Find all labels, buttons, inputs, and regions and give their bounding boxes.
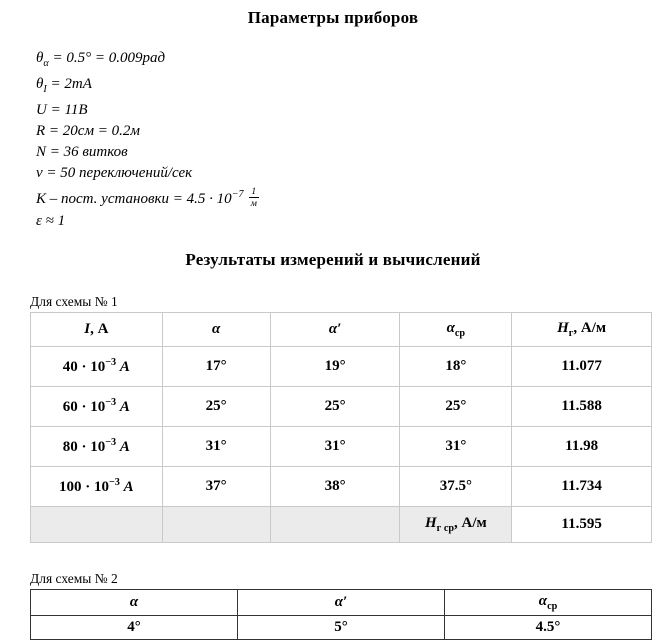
param-value: = 0.5° = 0.009рад xyxy=(48,50,166,66)
current-exponent: −3 xyxy=(105,357,117,369)
h-avg-var: H xyxy=(424,515,437,532)
table1-caption: Для схемы № 1 xyxy=(30,294,118,310)
col-label-var: α xyxy=(129,594,139,611)
current-mantissa: 40 · 10 xyxy=(62,359,106,376)
param-k-constant xyxy=(36,184,666,211)
param-theta-i xyxy=(36,74,666,100)
table1-row-1 xyxy=(31,347,652,387)
table1-col-alpha-avg xyxy=(400,313,512,347)
param-radius: R = 20см = 0.2м xyxy=(36,123,140,139)
table1-col-current xyxy=(31,313,163,347)
current-unit: A xyxy=(119,399,130,416)
table1-body xyxy=(31,347,652,543)
cell-current xyxy=(31,387,163,427)
col-label-var: α xyxy=(212,321,221,338)
col-label-var: α xyxy=(538,593,548,610)
cell-alpha-prime: 38° xyxy=(270,467,400,507)
table2-row-1 xyxy=(31,616,652,640)
parameters-list xyxy=(36,48,666,232)
current-exponent: −3 xyxy=(105,397,117,409)
col-label-var: α′ xyxy=(328,321,342,338)
cell-alpha-prime: 5° xyxy=(238,616,445,640)
current-mantissa: 60 · 10 xyxy=(62,399,106,416)
h-avg-subscript: г ср xyxy=(436,523,455,535)
cell-alpha-prime: 25° xyxy=(270,387,400,427)
col-label-var: α′ xyxy=(334,594,348,611)
table2-header xyxy=(31,590,652,616)
cell-alpha: 31° xyxy=(162,427,270,467)
scheme-2-section xyxy=(0,571,666,640)
table1-header-row xyxy=(31,313,652,347)
empty-cell xyxy=(270,507,400,543)
table2-col-alpha-prime xyxy=(238,590,445,616)
table-scheme-2 xyxy=(30,589,652,640)
table1-header xyxy=(31,313,652,347)
cell-h-value: 11.588 xyxy=(512,387,652,427)
table1-row-4 xyxy=(31,467,652,507)
empty-cell xyxy=(31,507,163,543)
cell-current xyxy=(31,427,163,467)
current-mantissa: 80 · 10 xyxy=(62,439,106,456)
col-label-unit: , А xyxy=(90,321,109,338)
table2-body xyxy=(31,616,652,640)
col-label-var: H xyxy=(557,320,569,337)
current-unit: A xyxy=(119,359,130,376)
current-exponent: −3 xyxy=(108,477,120,489)
table1-col-alpha xyxy=(162,313,270,347)
table2-col-alpha-avg xyxy=(445,590,652,616)
cell-alpha-avg: 18° xyxy=(400,347,512,387)
param-voltage: U = 11В xyxy=(36,102,88,118)
table1-col-h-field xyxy=(512,313,652,347)
table2-header-row xyxy=(31,590,652,616)
table1-footer-row xyxy=(31,507,652,543)
fraction-numerator: 1 xyxy=(249,186,259,198)
current-mantissa: 100 · 10 xyxy=(58,479,109,496)
current-unit: A xyxy=(119,439,130,456)
cell-h-value: 11.734 xyxy=(512,467,652,507)
col-label-subscript: г xyxy=(568,328,574,340)
cell-current xyxy=(31,467,163,507)
param-value: = 2mA xyxy=(46,76,92,92)
h-average-label xyxy=(400,507,512,543)
fraction xyxy=(249,186,259,210)
cell-alpha-avg: 4.5° xyxy=(445,616,652,640)
col-label-unit: , А/м xyxy=(573,320,607,337)
table-scheme-1 xyxy=(30,312,652,543)
param-expression: K – пост. установки = 4.5 · 10 xyxy=(36,191,232,207)
param-frequency: ν = 50 переключений/сек xyxy=(36,165,193,181)
col-label-subscript: ср xyxy=(547,601,558,613)
param-exponent: −7 xyxy=(231,189,244,200)
cell-h-value: 11.98 xyxy=(512,427,652,467)
cell-h-value: 11.077 xyxy=(512,347,652,387)
param-symbol: θ xyxy=(36,76,44,92)
fraction-denominator: м xyxy=(250,198,257,210)
cell-alpha: 25° xyxy=(162,387,270,427)
table1-row-3 xyxy=(31,427,652,467)
cell-alpha-avg: 25° xyxy=(400,387,512,427)
param-subscript: α xyxy=(43,58,49,69)
table1-col-alpha-prime xyxy=(270,313,400,347)
param-epsilon: ε ≈ 1 xyxy=(36,213,66,230)
current-unit: A xyxy=(123,479,134,496)
current-exponent: −3 xyxy=(105,437,117,449)
col-label-subscript: ср xyxy=(454,328,466,340)
col-label-var: I xyxy=(84,321,91,338)
cell-alpha-avg: 31° xyxy=(400,427,512,467)
cell-alpha-prime: 19° xyxy=(270,347,400,387)
table1-row-2 xyxy=(31,387,652,427)
table2-col-alpha xyxy=(31,590,238,616)
param-subscript: I xyxy=(43,84,47,95)
h-avg-unit: , А/м xyxy=(454,515,487,532)
param-turns: N = 36 витков xyxy=(36,144,128,160)
cell-alpha: 4° xyxy=(31,616,238,640)
section-title-results: Результаты измерений и вычислений xyxy=(185,250,481,270)
section-title-parameters: Параметры приборов xyxy=(247,8,419,27)
h-average-value: 11.595 xyxy=(512,507,652,543)
cell-alpha-avg: 37.5° xyxy=(400,467,512,507)
table2-caption: Для схемы № 2 xyxy=(30,571,118,587)
col-label-var: α xyxy=(446,320,455,337)
param-symbol: θ xyxy=(36,50,44,66)
empty-cell xyxy=(162,507,270,543)
cell-alpha-prime: 31° xyxy=(270,427,400,467)
cell-alpha: 37° xyxy=(162,467,270,507)
cell-alpha: 17° xyxy=(162,347,270,387)
param-theta-alpha xyxy=(36,48,666,74)
cell-current xyxy=(31,347,163,387)
